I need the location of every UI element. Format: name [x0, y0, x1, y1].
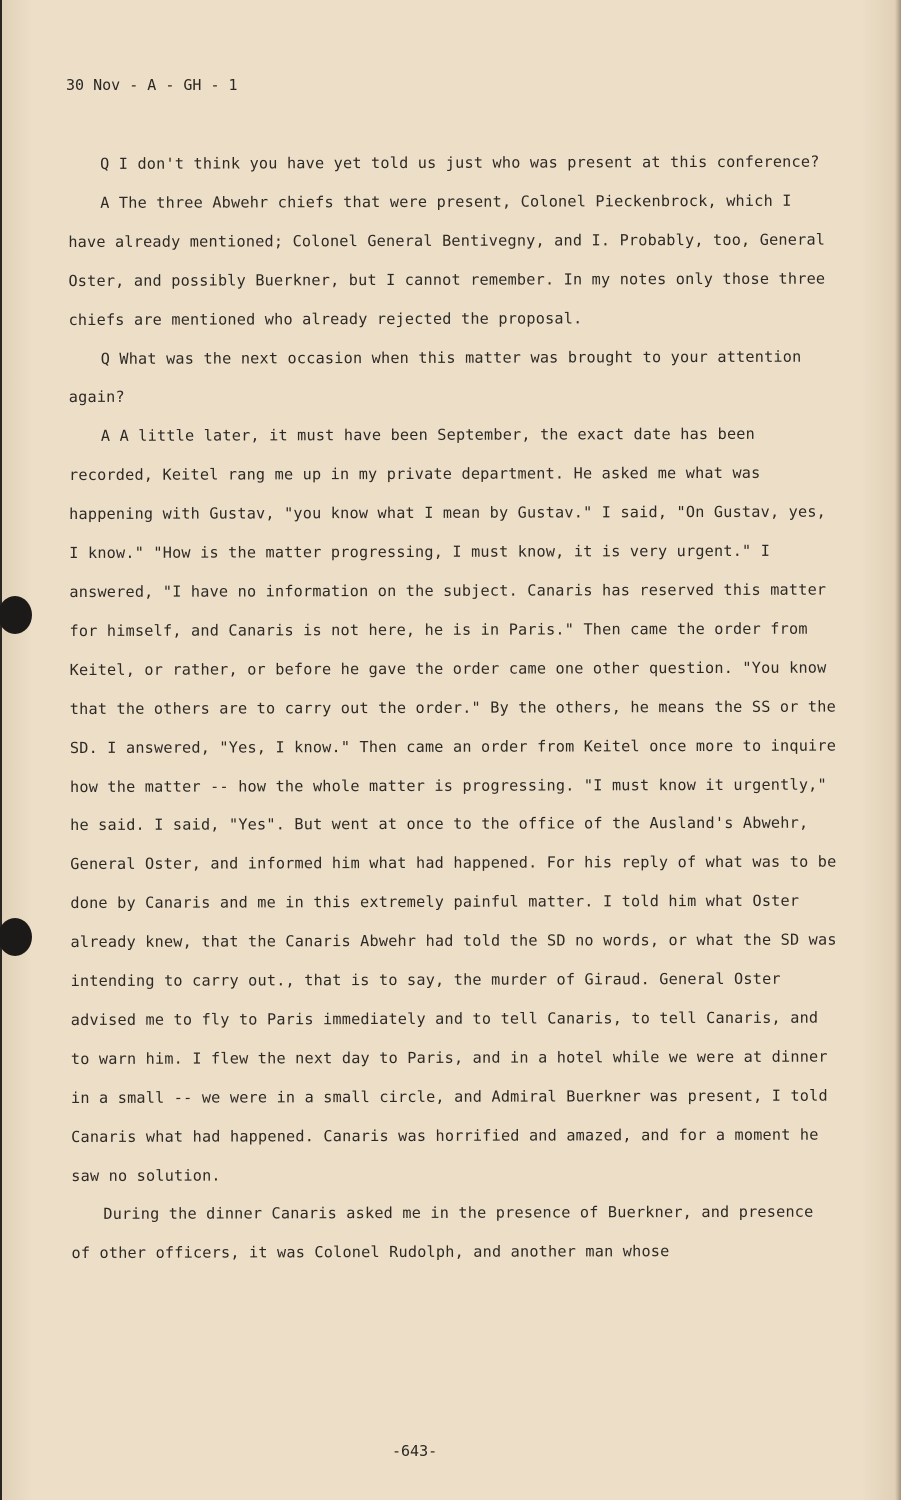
- punch-hole-lower: [0, 918, 32, 956]
- paragraph-question-2: Q What was the next occasion when this matter was brought to your attention again?: [68, 347, 802, 407]
- paragraph-continuation: During the dinner Canaris asked me in the presence of Buerkner, and presence of other officers, it was Colonel Rudolph, and another man whose: [71, 1203, 814, 1263]
- document-reference: 30 Nov - A - GH - 1: [66, 76, 238, 94]
- page-edge-shadow: [895, 0, 901, 1500]
- paragraph-question-1: Q I don't think you have yet told us just who was present at this conference?: [100, 152, 820, 173]
- transcript-body: [68, 143, 842, 1274]
- punch-hole-upper: [0, 596, 32, 634]
- paragraph-answer-1: A The three Abwehr chiefs that were present, Colonel Pieckenbrock, which I have already mentioned; Colonel General Bentivegny, and I. Probably, too, General Oster, and possibly Buerkner, but I cannot remember. In my notes only those three chiefs are mentioned who already rejected the proposal.: [68, 191, 826, 329]
- paragraph-answer-2: A A little later, it must have been September, the exact date has been recorded, Keitel rang me up in my private department. He asked me what was happening with Gustav, "you know what I mean by Gustav." I said, "On Gustav, yes, I know." "How is the matter progressing, I must know, it is very urgent." I answered, "I have no information on the subject. Canaris has reserved this matter for himself, and Canaris is not here, he is in Paris." Then came the order from Keitel, or rather, or before he gave the order came one other question. "You know that the others are to carry out the order." By the others, he means the SS or the SD. I answered, "Yes, I know." Then came an order from Keitel once more to inquire how the matter -- how the whole matter is progressing. "I must know it urgently," he said. I said, "Yes". But went at once to the office of the Ausland's Abwehr, General Oster, and informed him what had happened. For his reply of what was to be done by Canaris and me in this extremely painful matter. I told him what Oster already knew, that the Canaris Abwehr had told the SD no words, or what the SD was intending to carry out., that is to say, the murder of Giraud. General Oster advised me to fly to Paris immediately and to tell Canaris, to tell Canaris, and to warn him. I flew the next day to Paris, and in a hotel while we were at dinner in a small -- we were in a small circle, and Admiral Buerkner was present, I told Canaris what had happened. Canaris was horrified and amazed, and for a moment he saw no solution.: [69, 425, 837, 1185]
- document-page: [2, 0, 901, 1500]
- page-number: -643-: [392, 1442, 438, 1460]
